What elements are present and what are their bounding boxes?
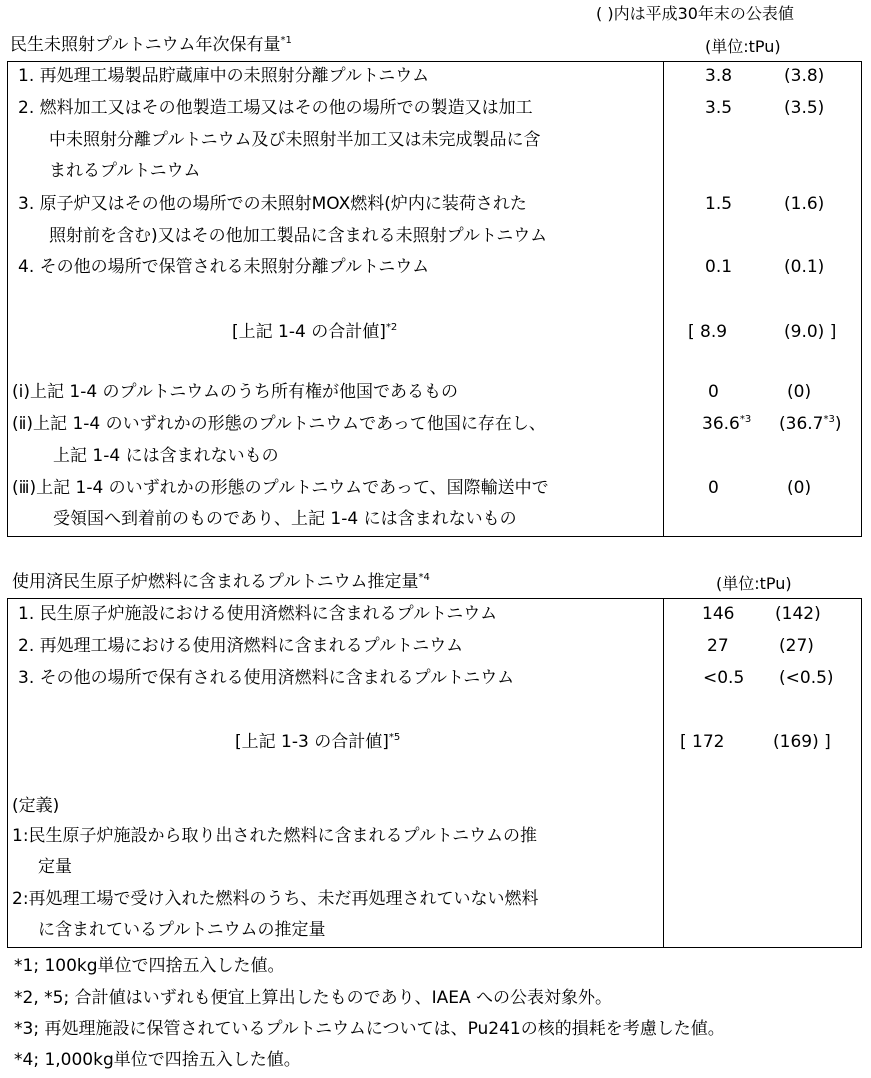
table1-extra-iii-line-1: (ⅲ)上記 1-4 のいずれかの形態のプルトニウムであって、国際輸送中で bbox=[12, 478, 549, 498]
definition-1-line-2: 定量 bbox=[38, 857, 72, 877]
table1-row-2-prev: (3.5) bbox=[784, 98, 825, 118]
footnote-4: *4; 1,000kg単位で四捨五入した値。 bbox=[14, 1050, 301, 1070]
table1-row-2-line-3: まれるプルトニウム bbox=[49, 161, 201, 181]
footnote-2: *2, *5; 合計値はいずれも便宜上算出したものであり、IAEA への公表対象外。 bbox=[14, 988, 612, 1008]
table1-extra-ii-value-text: 36.6 bbox=[702, 414, 740, 434]
table2-unit: (単位:tPu) bbox=[716, 574, 792, 593]
table2-row-2-line-1: 2. 再処理工場における使用済燃料に含まれるプルトニウム bbox=[18, 636, 464, 656]
table2-title-mark: *4 bbox=[418, 572, 430, 583]
table1-row-1-value: 3.8 bbox=[705, 66, 733, 86]
table2-total-prev: (169) ] bbox=[773, 732, 831, 752]
table2-row-1-value: 146 bbox=[702, 604, 735, 624]
table1-column-divider bbox=[663, 61, 664, 537]
table1-extra-ii-prev bbox=[779, 416, 842, 433]
table2-total-label bbox=[235, 734, 400, 751]
table1-extra-ii-prev-text: (36.7 bbox=[779, 414, 824, 434]
table1-total-label bbox=[232, 324, 397, 341]
table1-title bbox=[10, 37, 292, 54]
table1-row-3-prev: (1.6) bbox=[784, 194, 825, 214]
table1-extra-ii-line-1: (ⅱ)上記 1-4 のいずれかの形態のプルトニウムであって他国に存在し、 bbox=[12, 414, 546, 434]
table2-row-3-prev: (<0.5) bbox=[779, 668, 834, 688]
footnote-3: *3; 再処理施設に保管されているプルトニウムについては、Pu241の核的損耗を考慮した値。 bbox=[14, 1019, 725, 1039]
table1-row-3-line-2: 照射前を含む)又はその他加工製品に含まれる未照射プルトニウム bbox=[49, 226, 548, 246]
header-note: ( )内は平成30年末の公表値 bbox=[596, 4, 794, 23]
table2-column-divider bbox=[663, 598, 664, 948]
table1-row-1-prev: (3.8) bbox=[784, 66, 825, 86]
table1-extra-i-value: 0 bbox=[708, 382, 719, 402]
table1-unit: (単位:tPu) bbox=[705, 37, 781, 56]
table1-total-mark: *2 bbox=[385, 322, 398, 333]
table1-total-label-text: [上記 1-4 の合計値] bbox=[232, 322, 386, 342]
table2-title bbox=[12, 574, 430, 591]
footnote-1: *1; 100kg単位で四捨五入した値。 bbox=[14, 956, 285, 976]
table2-total-label-text: [上記 1-3 の合計値] bbox=[235, 732, 389, 752]
table2-total-value: [ 172 bbox=[680, 732, 725, 752]
table1-extra-iii-value: 0 bbox=[708, 478, 719, 498]
table1-extra-i-prev: (0) bbox=[787, 382, 812, 402]
definitions-heading: (定義) bbox=[12, 796, 60, 816]
table1-total-prev: (9.0) ] bbox=[784, 322, 837, 342]
table1-row-2-line-2: 中未照射分離プルトニウム及び未照射半加工又は未完成製品に含 bbox=[49, 130, 541, 150]
table1-row-3-value: 1.5 bbox=[705, 194, 733, 214]
table1-row-3-line-1: 3. 原子炉又はその他の場所での未照射MOX燃料(炉内に装荷された bbox=[18, 194, 527, 214]
table2-total-mark: *5 bbox=[388, 732, 401, 743]
table2-row-1-prev: (142) bbox=[775, 604, 821, 624]
table1-row-1-line-1: 1. 再処理工場製品貯蔵庫中の未照射分離プルトニウム bbox=[18, 66, 430, 86]
table1-row-4-prev: (0.1) bbox=[784, 257, 825, 277]
table1-extra-ii-prev-close: ) bbox=[834, 414, 842, 434]
table1-total-value: [ 8.9 bbox=[688, 322, 728, 342]
table2-row-2-prev: (27) bbox=[779, 636, 814, 656]
table1-row-2-line-1: 2. 燃料加工又はその他製造工場又はその他の場所での製造又は加工 bbox=[18, 98, 533, 118]
definition-1-line-1: 1:民生原子炉施設から取り出された燃料に含まれるプルトニウムの推 bbox=[12, 826, 538, 846]
table2-row-1-line-1: 1. 民生原子炉施設における使用済燃料に含まれるプルトニウム bbox=[18, 604, 498, 624]
table1-title-text: 民生未照射プルトニウム年次保有量 bbox=[10, 35, 281, 55]
table1-extra-ii-value-mark: *3 bbox=[739, 414, 752, 425]
table1-extra-iii-line-2: 受領国へ到着前のものであり、上記 1-4 には含まれないもの bbox=[53, 509, 517, 529]
table2-row-2-value: 27 bbox=[707, 636, 729, 656]
definition-2-line-2: に含まれているプルトニウムの推定量 bbox=[38, 920, 326, 940]
table1-extra-i-line-1: (ⅰ)上記 1-4 のプルトニウムのうち所有権が他国であるもの bbox=[12, 382, 459, 402]
table2-row-3-value: <0.5 bbox=[703, 668, 745, 688]
table1-row-4-value: 0.1 bbox=[705, 257, 733, 277]
table1-extra-ii-prev-mark: *3 bbox=[823, 414, 835, 425]
table2-title-text: 使用済民生原子炉燃料に含まれるプルトニウム推定量 bbox=[12, 572, 419, 592]
table1-extra-ii-line-2: 上記 1-4 には含まれないもの bbox=[53, 446, 279, 466]
table2-row-3-line-1: 3. その他の場所で保有される使用済燃料に含まれるプルトニウム bbox=[18, 668, 515, 688]
table1-extra-ii-value bbox=[702, 416, 751, 433]
table1-extra-iii-prev: (0) bbox=[787, 478, 812, 498]
table1-row-4-line-1: 4. その他の場所で保管される未照射分離プルトニウム bbox=[18, 257, 430, 277]
table1-title-mark: *1 bbox=[280, 35, 292, 46]
definition-2-line-1: 2:再処理工場で受け入れた燃料のうち、未だ再処理されていない燃料 bbox=[12, 889, 539, 909]
table1-row-2-value: 3.5 bbox=[705, 98, 733, 118]
